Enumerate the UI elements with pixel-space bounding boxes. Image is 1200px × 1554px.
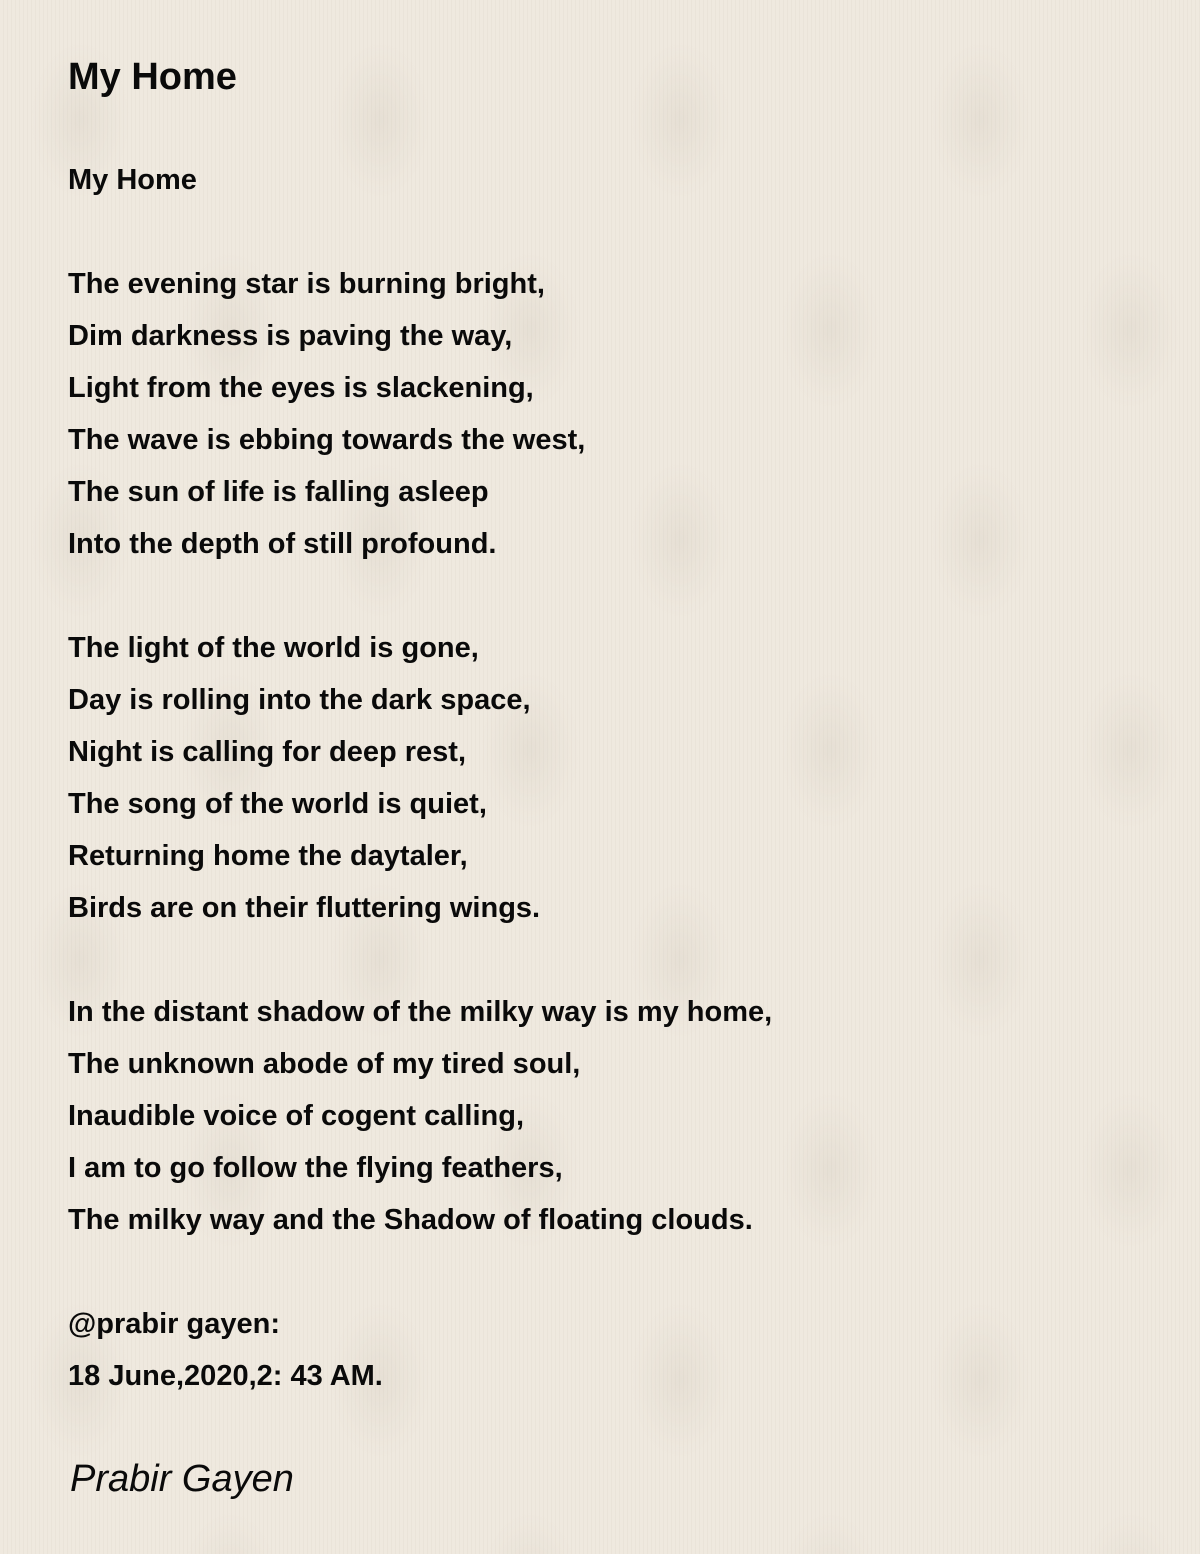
poem-line: The song of the world is quiet, xyxy=(68,788,487,820)
poem-line: In the distant shadow of the milky way is my home, xyxy=(68,996,773,1028)
stanza-gap xyxy=(68,934,772,986)
poem-line: The wave is ebbing towards the west, xyxy=(68,424,586,456)
stanza-gap xyxy=(68,206,772,258)
poem-line: Day is rolling into the dark space, xyxy=(68,684,531,716)
poem-line: I am to go follow the flying feathers, xyxy=(68,1152,563,1184)
poem-signature xyxy=(68,1298,772,1402)
author-handle: @prabir gayen: xyxy=(68,1308,280,1340)
author-name: Prabir Gayen xyxy=(70,1458,294,1500)
poem-date: 18 June,2020,2: 43 AM. xyxy=(68,1360,383,1392)
poem-line: Birds are on their fluttering wings. xyxy=(68,892,541,924)
stanza-3 xyxy=(68,986,772,1246)
poem-body xyxy=(68,154,772,1402)
stanza-gap xyxy=(68,570,772,622)
page-title: My Home xyxy=(68,56,237,98)
stanza-1 xyxy=(68,258,772,570)
poem-line: The light of the world is gone, xyxy=(68,632,479,664)
poem-line: Dim darkness is paving the way, xyxy=(68,320,513,352)
poem-heading: My Home xyxy=(68,164,197,196)
stanza-2 xyxy=(68,622,772,934)
stanza-gap xyxy=(68,1246,772,1298)
poem-line: Light from the eyes is slackening, xyxy=(68,372,534,404)
poem-line: Into the depth of still profound. xyxy=(68,528,497,560)
poem-line: Returning home the daytaler, xyxy=(68,840,468,872)
poem-line: The evening star is burning bright, xyxy=(68,268,545,300)
poem-line: Inaudible voice of cogent calling, xyxy=(68,1100,525,1132)
poem-line: Night is calling for deep rest, xyxy=(68,736,467,768)
poem-line: The sun of life is falling asleep xyxy=(68,476,489,508)
poem-line: The unknown abode of my tired soul, xyxy=(68,1048,581,1080)
poem-line: The milky way and the Shadow of floating clouds. xyxy=(68,1204,753,1236)
